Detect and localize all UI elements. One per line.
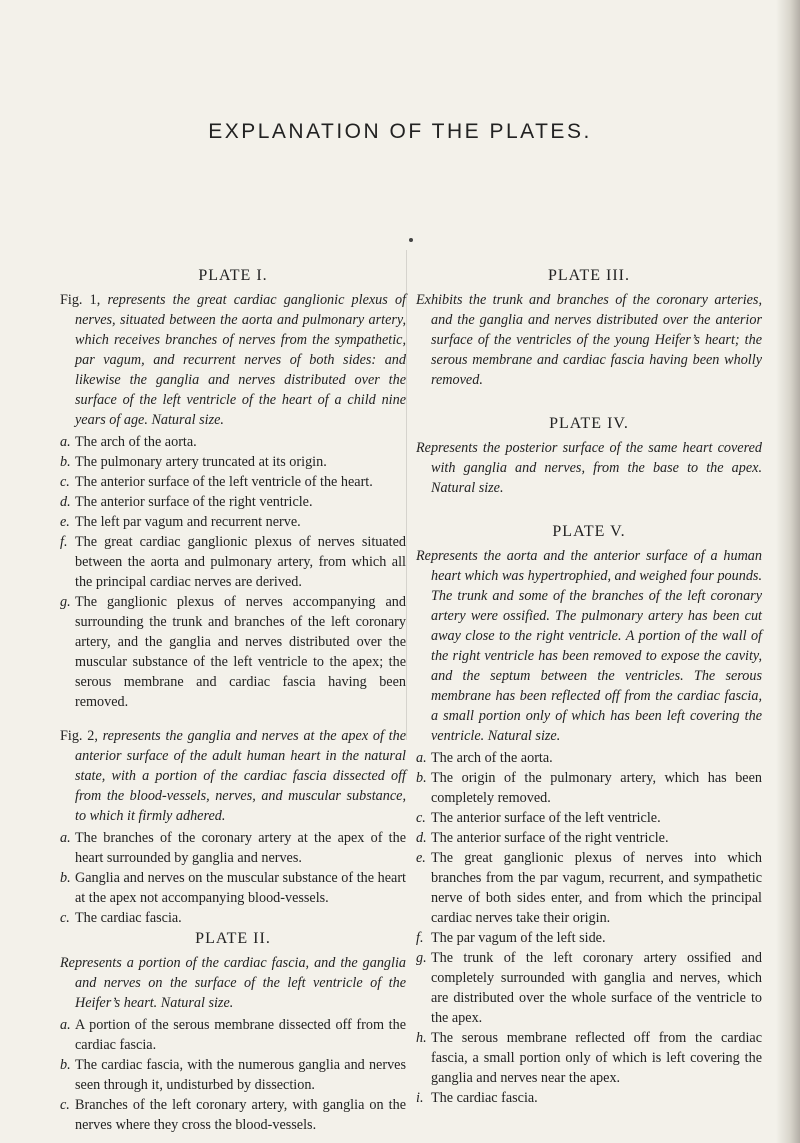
legend-item xyxy=(60,1015,406,1055)
legend-item xyxy=(60,592,406,712)
plate-3-description: Exhibits the trunk and branches of the coronary arteries, and the ganglia and nerves distributed over the anterior surface of the ventricles of the young Heifer’s heart; the serous membrane and cardiac fascia having been wholly removed. xyxy=(416,292,762,388)
legend-item xyxy=(416,948,762,1028)
legend-item xyxy=(416,808,762,828)
legend-text: The great cardiac ganglionic plexus of nerves situated between the aorta and pulmonary artery, from which all the principal cardiac nerves are derived. xyxy=(75,534,406,590)
legend-text: The pulmonary artery truncated at its origin. xyxy=(75,454,327,470)
legend-item xyxy=(60,432,406,452)
legend-item xyxy=(60,452,406,472)
legend-text: The trunk of the left coronary artery ossified and completely surrounded with ganglia and nerves, which are distributed over the whole surface of the ventricle to the apex. xyxy=(431,950,762,1026)
legend-letter: a. xyxy=(416,750,427,766)
legend-letter: c. xyxy=(416,810,426,826)
plate-1-heading: PLATE I. xyxy=(198,267,268,284)
legend-text: The anterior surface of the left ventricle. xyxy=(431,810,661,826)
legend-text: The cardiac fascia, with the numerous ganglia and nerves seen through it, undisturbed by dissection. xyxy=(75,1057,406,1093)
legend-item xyxy=(416,928,762,948)
legend-letter: f. xyxy=(416,930,424,946)
plate-2-legend xyxy=(60,1015,406,1135)
legend-letter: c. xyxy=(60,1097,70,1113)
fig-1-text: represents the great cardiac ganglionic plexus of nerves, situated between the aorta and pulmonary artery, which receives branches of nerves from the sympathetic, par vagum, and recurrent nerves of both sides: and likewise the ganglia and nerves distributed over the surface of the left ventricle of the heart of a child nine years of age. Natural size. xyxy=(75,292,406,428)
plate-1-fig-1-legend xyxy=(60,432,406,712)
legend-item xyxy=(60,512,406,532)
legend-item xyxy=(60,532,406,592)
plate-2-description: Represents a portion of the cardiac fascia, and the ganglia and nerves on the surface of the left ventricle of the Heifer’s heart. Natural size. xyxy=(60,955,406,1011)
legend-letter: b. xyxy=(60,1057,71,1073)
legend-letter: g. xyxy=(60,594,71,610)
plate-2-heading: PLATE II. xyxy=(195,930,271,947)
right-column xyxy=(416,267,762,1108)
legend-item xyxy=(416,1088,762,1108)
legend-text: The serous membrane reflected off from the cardiac fascia, a small portion only of which is left covering the ganglia and nerves near the apex. xyxy=(431,1030,762,1086)
legend-letter: f. xyxy=(60,534,68,550)
plate-1-fig-1-description xyxy=(60,290,406,430)
legend-item xyxy=(416,768,762,808)
legend-text: The arch of the aorta. xyxy=(75,434,197,450)
legend-letter: b. xyxy=(416,770,427,786)
legend-letter: i. xyxy=(416,1090,424,1106)
fig-2-label: Fig. 2, xyxy=(60,728,98,744)
legend-item xyxy=(416,1028,762,1088)
page-title: EXPLANATION OF THE PLATES. xyxy=(208,120,592,143)
legend-item xyxy=(60,828,406,868)
legend-text: The origin of the pulmonary artery, which has been completely removed. xyxy=(431,770,762,806)
legend-item xyxy=(416,748,762,768)
legend-item xyxy=(60,492,406,512)
legend-item xyxy=(60,868,406,908)
legend-letter: a. xyxy=(60,434,71,450)
plate-5-description: Represents the aorta and the anterior surface of a human heart which was hypertrophied, and weighed four pounds. The trunk and some of the branches of the left coronary artery were ossified. The pulmonary artery has been cut away close to the right ventricle. A portion of the wall of the right ventricle has been removed to expose the cavity, and the septum between the ventricles. The serous membrane has been reflected off from the cardiac fascia, a small portion only of which has been left covering the ventricle. Natural size. xyxy=(416,548,762,744)
plate-5-legend xyxy=(416,748,762,1108)
legend-letter: c. xyxy=(60,474,70,490)
plate-1-fig-2-description xyxy=(60,726,406,826)
legend-text: The par vagum of the left side. xyxy=(431,930,606,946)
legend-text: The branches of the coronary artery at the apex of the heart surrounded by ganglia and nerves. xyxy=(75,830,406,866)
legend-item xyxy=(60,1095,406,1135)
plate-4-description: Represents the posterior surface of the same heart covered with ganglia and nerves, from the base to the apex. Natural size. xyxy=(416,440,762,496)
legend-letter: h. xyxy=(416,1030,427,1046)
legend-letter: b. xyxy=(60,454,71,470)
legend-text: The cardiac fascia. xyxy=(431,1090,538,1106)
legend-letter: a. xyxy=(60,830,71,846)
plate-3-heading: PLATE III. xyxy=(548,267,630,284)
legend-letter: a. xyxy=(60,1017,71,1033)
legend-item xyxy=(416,848,762,928)
legend-text: The cardiac fascia. xyxy=(75,910,182,926)
legend-item xyxy=(60,908,406,928)
plate-5-heading: PLATE V. xyxy=(552,523,626,540)
fig-1-label: Fig. 1, xyxy=(60,292,101,308)
fig-2-text: represents the ganglia and nerves at the apex of the anterior surface of the adult human heart in the natural state, with a portion of the cardiac fascia dissected off from the blood-vessels, nerves, and muscular substance, to which it firmly adhered. xyxy=(75,728,406,824)
legend-text: The anterior surface of the left ventricle of the heart. xyxy=(75,474,373,490)
legend-item xyxy=(60,472,406,492)
legend-letter: b. xyxy=(60,870,71,886)
legend-text: The great ganglionic plexus of nerves into which branches from the par vagum, recurrent, and sympathetic nerve of both sides enter, and from which the principal cardiac nerves take their origin. xyxy=(431,850,762,926)
legend-text: A portion of the serous membrane dissected off from the cardiac fascia. xyxy=(75,1017,406,1053)
legend-text: Branches of the left coronary artery, with ganglia on the nerves where they cross the blood-vessels. xyxy=(75,1097,406,1133)
legend-letter: e. xyxy=(60,514,70,530)
legend-text: Ganglia and nerves on the muscular substance of the heart at the apex not accompanying blood-vessels. xyxy=(75,870,406,906)
legend-text: The ganglionic plexus of nerves accompanying and surrounding the trunk and branches of the left coronary artery, and the ganglia and nerves distributed over the muscular substance of the left ventricle to the apex; the serous membrane and cardiac fascia having been removed. xyxy=(75,594,406,710)
page-edge-shadow xyxy=(776,0,800,1143)
center-dot xyxy=(409,238,413,242)
legend-letter: e. xyxy=(416,850,426,866)
legend-letter: d. xyxy=(60,494,71,510)
plate-1-fig-2-legend xyxy=(60,828,406,928)
column-divider xyxy=(406,250,407,740)
legend-item xyxy=(60,1055,406,1095)
left-column xyxy=(60,267,406,1135)
legend-text: The left par vagum and recurrent nerve. xyxy=(75,514,301,530)
legend-text: The anterior surface of the right ventricle. xyxy=(431,830,669,846)
legend-letter: d. xyxy=(416,830,427,846)
legend-text: The arch of the aorta. xyxy=(431,750,553,766)
legend-text: The anterior surface of the right ventricle. xyxy=(75,494,313,510)
legend-letter: c. xyxy=(60,910,70,926)
legend-letter: g. xyxy=(416,950,427,966)
legend-item xyxy=(416,828,762,848)
plate-4-heading: PLATE IV. xyxy=(549,415,629,432)
